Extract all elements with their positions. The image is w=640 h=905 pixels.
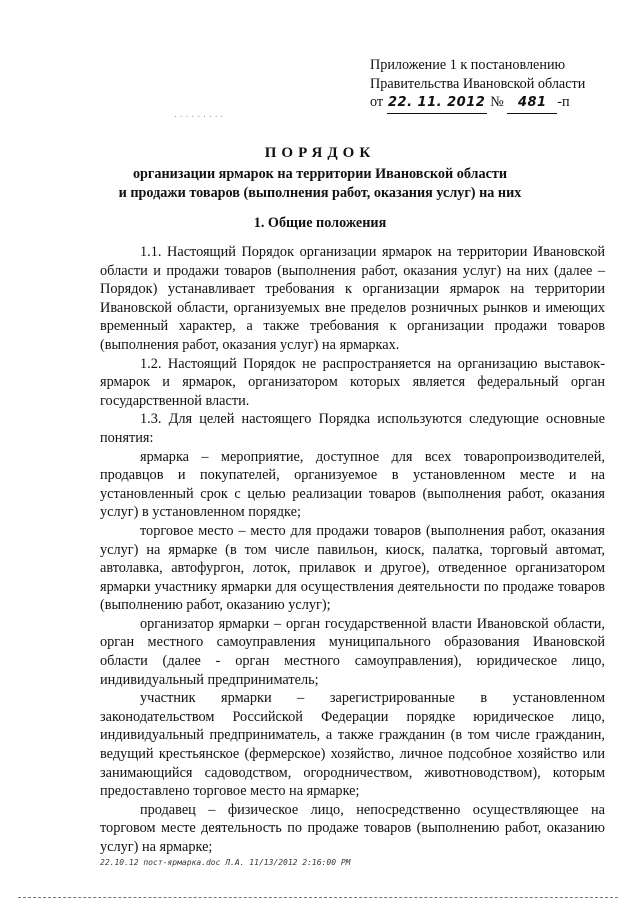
faint-scan-mark: ········· <box>173 112 226 121</box>
definition-fair: ярмарка – мероприятие, доступное для всех товаропроизводителей, продавцов и покупателей, организуемое в установленном месте и на установленный срок с целью реализации товаров (выполнения работ, оказания услуг) в установленном порядке; <box>100 448 605 521</box>
subtitle-line-2: и продажи товаров (выполнения работ, оказания услуг) на них <box>118 184 522 201</box>
file-footer: 22.10.12 пост-ярмарка.doc Л.А. 11/13/2012 2:16:00 PM <box>100 858 351 867</box>
number-sign: № <box>490 94 504 110</box>
handwritten-date: 22. 11. 2012 <box>387 94 487 114</box>
appendix-date-number <box>370 93 620 114</box>
document-subtitle <box>0 165 640 202</box>
appendix-line-2: Правительства Ивановской области <box>370 75 586 92</box>
appendix-block <box>370 56 620 114</box>
date-prefix: от <box>370 94 384 110</box>
definition-organizer: организатор ярмарки – орган государственной власти Ивановской области, орган местного самоуправления муниципального образования Ивановской области (далее - орган местного самоуправления), юридическое лицо, индивидуальный предприниматель; <box>100 615 605 688</box>
handwritten-number: 481 <box>507 94 557 114</box>
appendix-line-1: Приложение 1 к постановлению <box>370 57 566 73</box>
body-text <box>100 243 605 857</box>
definition-trading-place: торговое место – место для продажи товаров (выполнения работ, оказания услуг) на ярмарке (в том числе павильон, киоск, палатка, торговый автомат, автолавка, автофургон, лоток, прилавок и другое), отведенное организатором ярмарки участнику ярмарки для осуществления деятельности по продаже товаров (выполнению работ, оказанию услуг); <box>100 522 605 614</box>
definition-participant: участник ярмарки – зарегистрированные в установленном законодательством Российской Федерации порядке юридическое лицо, индивидуальный предприниматель, а также гражданин (в том числе гражданин, ведущий крестьянское (фермерское) хозяйство, личное подсобное хозяйство или занимающийся садоводством, огородничеством, животноводством), которым предоставлено торговое место на ярмарке; <box>100 690 605 800</box>
document-title: ПОРЯДОК <box>264 145 376 161</box>
section-heading: 1. Общие положения <box>253 215 387 231</box>
paragraph-1-2: 1.2. Настоящий Порядок не распространяется на организацию выставок-ярмарок и ярмарок, организатором которых является федеральный орган государственной власти. <box>100 355 605 409</box>
subtitle-line-1: организации ярмарок на территории Ивановской области <box>132 166 508 182</box>
paragraph-1-3: 1.3. Для целей настоящего Порядка используются следующие основные понятия: <box>100 411 605 446</box>
paragraph-1-1: 1.1. Настоящий Порядок организации ярмарок на территории Ивановской области и продажи товаров (выполнения работ, оказания услуг) на них (далее – Порядок) устанавливает требования к организации ярмарок на территории Ивановской области, организуемых вне пределов розничных рынков и имеющих временный характер, а также требования к организации продажи товаров (выполнения работ, оказания услуг) на ярмарках. <box>100 244 605 353</box>
number-suffix: -п <box>557 94 570 110</box>
page-bottom-rule <box>18 897 618 898</box>
definition-seller: продавец – физическое лицо, непосредственно осуществляющее на торговом месте деятельность по продаже товаров (выполнению работ, оказанию услуг) на ярмарке; <box>100 801 605 855</box>
